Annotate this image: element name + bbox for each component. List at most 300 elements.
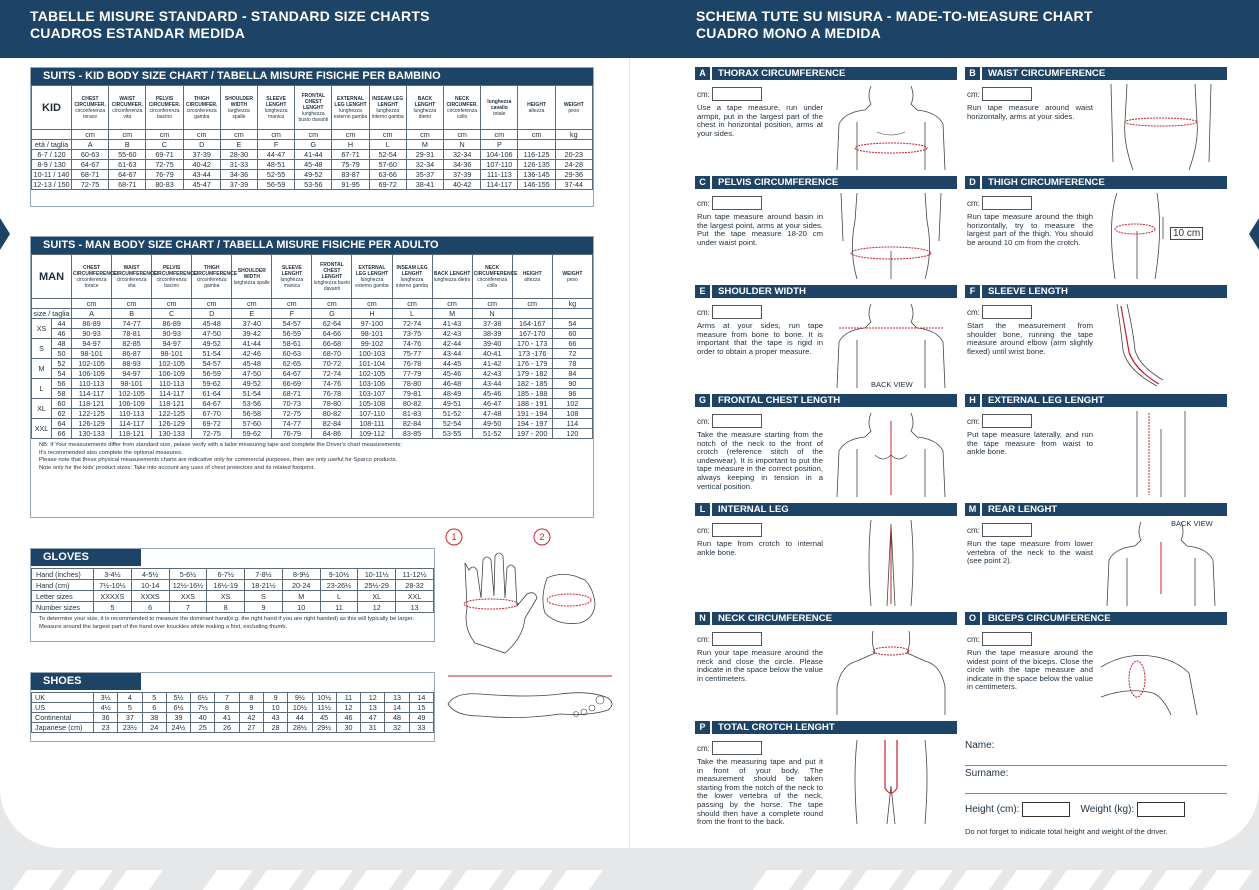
letter-label: size / taglia [32,309,72,319]
table-cell: 173 -176 [512,349,552,359]
table-cell: 28½ [288,723,312,733]
man-col-header: WAIST CIRCUMFERENCE circonferenza vita [112,255,152,299]
cm-label: cm: [967,416,980,426]
table-cell: 72-75 [146,160,183,170]
surname-field[interactable] [965,766,1227,794]
table-row [32,569,434,580]
letter-cell: N [472,309,512,319]
table-cell: 6-7½ [207,569,245,580]
table-cell: 197 - 200 [512,429,552,439]
letter-cell: A [72,140,109,150]
table-cell: 44-47 [258,150,295,160]
unit-cell: cm [444,130,481,140]
table-cell: 61-63 [109,160,146,170]
unit-cell: cm [512,299,552,309]
unit-cell: cm [352,299,392,309]
man-col-header: HEIGHT altezza [512,255,552,299]
unit-cell: cm [332,130,369,140]
table-cell: 5 [142,693,166,703]
table-cell: 82-85 [112,339,152,349]
table-cell: 26 [215,723,239,733]
right-title-line2: CUADRO MONO A MEDIDA [696,25,881,41]
table-cell: 36 [94,713,118,723]
row-label: Number sizes [32,602,94,613]
cm-input[interactable] [982,87,1032,101]
cm-input[interactable] [712,196,762,210]
table-cell: 40-42 [444,180,481,190]
table-cell: 49-52 [192,339,232,349]
cm-input[interactable] [712,632,762,646]
table-row [32,150,593,160]
table-cell: 9 [239,703,263,713]
card-description: Run the tape measure from lower vertebra of the neck to the waist (see point 2). [967,539,1093,566]
unit-cell: cm [220,130,257,140]
left-title [30,8,430,42]
table-cell: 39-42 [232,329,272,339]
table-cell: 7½ [191,703,215,713]
table-cell: 46 [52,329,72,339]
man-col-header: SLEEVE LENGHT lunghezza manica [272,255,312,299]
man-col-header: EXTERNAL LEG LENGHT lunghezza esterno gamba [352,255,392,299]
table-row [32,723,434,733]
cm-label: cm: [967,307,980,317]
table-cell: 3½ [94,693,118,703]
driver-fields [965,738,1227,836]
card-description: Put tape measure laterally, and run the tape measure from waist to ankle bone. [967,430,1093,457]
table-cell: 40 [191,713,215,723]
table-cell: 47-50 [232,369,272,379]
table-cell: 101-104 [352,359,392,369]
table-cell: 58-61 [272,339,312,349]
unit-cell: cm [472,299,512,309]
table-cell: 118-121 [112,429,152,439]
kid-chart-title: SUITS - KID BODY SIZE CHART / TABELLA MISURE FISICHE PER BAMBINO [31,68,593,85]
size-cell: XS [32,319,52,339]
table-cell: 74-76 [392,339,432,349]
table-cell: 88-93 [112,359,152,369]
table-row [32,591,434,602]
man-col-header: BACK LENGHT lunghezza dietro [432,255,472,299]
kid-col-header: WEIGHT peso [555,86,592,130]
table-cell: 77-79 [392,369,432,379]
table-row [32,602,434,613]
table-cell: 68-70 [312,349,352,359]
table-row [32,160,593,170]
card-title: REAR LENGHT [980,503,1227,516]
table-cell: 43-44 [432,349,472,359]
table-cell: 42-44 [432,339,472,349]
table-cell: 98-101 [112,379,152,389]
cm-label: cm: [697,416,710,426]
table-cell: 8-9 / 130 [32,160,72,170]
table-cell: 27 [239,723,263,733]
card-m [965,503,1227,608]
table-cell: 6½ [166,703,190,713]
unit-cell: cm [481,130,518,140]
table-cell: 28-30 [220,150,257,160]
row-label: Letter sizes [32,591,94,602]
table-row [32,180,593,190]
unit-cell: cm [272,299,312,309]
table-cell: 80-83 [146,180,183,190]
table-cell: 66 [552,339,592,349]
cm-input[interactable] [982,632,1032,646]
table-cell: 60-63 [72,150,109,160]
letter-cell: H [352,309,392,319]
table-cell: 10 [263,703,287,713]
unit-cell: kg [552,299,592,309]
card-title: EXTERNAL LEG LENGHT [980,394,1227,407]
table-cell: 6½ [191,693,215,703]
table-cell: 23½ [118,723,142,733]
table-cell: 109-112 [352,429,392,439]
letter-cell [555,140,592,150]
card-title: THORAX CIRCUMFERENCE [710,67,957,80]
table-row [32,339,593,349]
table-cell: 7 [169,602,207,613]
kid-col-header: FRONTAL CHEST LENGHT lunghezza busto davanti [295,86,332,130]
table-row [32,580,434,591]
table-cell: 53-56 [232,399,272,409]
table-cell: 45-46 [472,389,512,399]
card-letter: E [695,285,710,298]
table-cell: 56-58 [232,409,272,419]
card-letter: A [695,67,710,80]
card-figure [1097,409,1225,497]
table-cell: 37-44 [555,180,592,190]
cm-input[interactable] [712,87,762,101]
card-title: PELVIS CIRCUMFERENCE [710,176,957,189]
table-cell: 73-75 [392,329,432,339]
table-cell: 47-48 [472,409,512,419]
table-cell: 43-44 [472,379,512,389]
cm-input[interactable] [982,523,1032,537]
letter-cell: D [192,309,232,319]
table-cell: 12-13 / 150 [33,180,70,189]
table-cell: 8 [207,602,245,613]
table-cell: 49 [409,713,433,723]
table-cell: 48 [385,713,409,723]
table-cell: 48-49 [432,389,472,399]
table-cell: 106-109 [112,399,152,409]
table-cell: 29-36 [555,170,592,180]
table-cell: 110-113 [112,409,152,419]
card-title: WAIST CIRCUMFERENCE [980,67,1227,80]
table-cell: 35-37 [406,170,443,180]
figure-caption: BACK VIEW [871,380,913,389]
table-cell: 102-105 [112,389,152,399]
table-cell: 114 [552,419,592,429]
letter-cell: B [112,309,152,319]
table-row [32,429,593,439]
letter-cell: C [146,140,183,150]
man-col-header: CHEST CIRCUMFERENCE circonferenza torace [72,255,112,299]
table-cell: 67-71 [332,150,369,160]
cm-input[interactable] [712,523,762,537]
letter-cell [552,309,592,319]
table-cell: 76-79 [272,429,312,439]
table-cell: 55-60 [109,150,146,160]
shoes-table [31,692,434,733]
unit-cell: cm [295,130,332,140]
card-description: Use a tape measure, run under armpit, put in the largest part of the chest in horizontal position, arms at your sides. [697,103,823,138]
table-cell: 52 [52,359,72,369]
cm-input[interactable] [982,305,1032,319]
table-row [32,693,434,703]
card-f [965,285,1227,390]
man-table [31,254,593,439]
table-cell: 56-59 [272,329,312,339]
cm-label: cm: [967,89,980,99]
right-title [696,8,1093,42]
table-cell: 24 [142,723,166,733]
unit-cell: kg [555,130,592,140]
card-d [965,176,1227,281]
table-cell: 68-71 [72,170,109,180]
table-cell: 8 [239,693,263,703]
gloves-chart [30,548,435,642]
card-title: SLEEVE LENGTH [980,285,1227,298]
table-cell: 116-125 [518,150,555,160]
letter-label: età / taglia [32,140,72,150]
table-cell: 62-64 [312,319,352,329]
card-letter: N [695,612,710,625]
gloves-table [31,568,434,613]
table-cell: 179 - 182 [512,369,552,379]
table-cell: 41-42 [472,359,512,369]
kid-label: KID [32,86,72,130]
table-cell: 39 [166,713,190,723]
table-cell: 44 [52,319,72,329]
table-cell: 79-81 [392,389,432,399]
cm-label: cm: [697,89,710,99]
table-cell: 74-77 [272,419,312,429]
cm-input[interactable] [982,414,1032,428]
table-cell: 64-66 [312,329,352,339]
kid-col-header: BACK LENGHT lunghezza dietro [406,86,443,130]
kid-col-header: SLEEVE LENGHT lunghezza manica [258,86,295,130]
table-row [32,713,434,723]
table-cell: 68-71 [109,180,146,190]
table-cell: 24-28 [555,160,592,170]
table-cell: XXXXS [94,591,132,602]
note-line: Note only for the kids' product sizes: Take into account any uses of chest protectors and its related footprint. [39,464,315,471]
unit-cell: cm [232,299,272,309]
table-cell: 10-14 [131,580,169,591]
letter-cell: N [444,140,481,150]
table-cell: 62 [52,409,72,419]
table-cell: 122-125 [72,409,112,419]
table-cell: 48-51 [258,160,295,170]
table-cell: 9-10½ [320,569,358,580]
man-col-header: NECK CIRCUMFERENCE circonferenza collo [472,255,512,299]
table-cell: 29½ [312,723,336,733]
cm-label: cm: [697,525,710,535]
table-cell: 78 [552,359,592,369]
cm-input[interactable] [712,414,762,428]
table-cell: 49-52 [232,379,272,389]
letter-cell: E [220,140,257,150]
card-figure [827,300,955,388]
name-label: Name: [965,740,995,751]
table-cell: 5½ [166,693,190,703]
kid-col-header: NECK CIRCUMFER. circonferenza collo [444,86,481,130]
table-cell: 191 - 194 [512,409,552,419]
table-cell: 105-108 [352,399,392,409]
table-cell: 86-89 [152,319,192,329]
table-cell: 12 [361,693,385,703]
table-cell: 72-75 [72,180,109,190]
table-cell: 38 [142,713,166,723]
glove-mark-2: 2 [539,532,545,542]
table-cell: 15 [409,703,433,713]
card-description: Run tape measure around waist horizontally, arms at your sides. [967,103,1093,121]
table-cell: 90-93 [72,329,112,339]
left-title-line1: TABELLE MISURE STANDARD - STANDARD SIZE CHARTS [30,8,430,24]
table-cell: 49-52 [295,170,332,180]
card-description: Take the measure starting from the notch of the neck to the front of crotch (reference stitch of the underwear). It is important to put the tape measure in the correct position, always keeping in tension in a vertical position. [697,430,823,491]
table-cell: 72-75 [192,429,232,439]
weight-input[interactable] [1137,802,1185,817]
table-cell: 76-78 [392,359,432,369]
table-cell: 60 [552,329,592,339]
note-line: NB: If Your measurements differ from standard size, pelase verify with a tailor measuring tape and complete the Driver's chart measurements; [39,442,402,448]
table-cell: 53-55 [432,429,472,439]
glove-hand-figures [445,528,615,658]
table-cell: 100-103 [352,349,392,359]
card-letter: L [695,503,710,516]
man-label: MAN [32,255,72,299]
shoes-title: SHOES [31,673,141,690]
unit-cell: cm [72,130,109,140]
size-cell: L [32,379,52,399]
table-cell: 60 [52,399,72,409]
table-cell: 102 [552,399,592,409]
card-g [695,394,957,499]
table-cell: 42-43 [472,369,512,379]
table-cell: 25 [191,723,215,733]
table-cell: 74-77 [112,319,152,329]
man-notes [31,439,593,475]
row-label: Japanese (cm) [32,723,94,733]
table-cell: 103-107 [352,389,392,399]
table-cell: 47-50 [192,329,232,339]
letter-cell: G [295,140,332,150]
cm-input[interactable] [712,741,762,755]
table-cell: 136-145 [518,170,555,180]
table-cell: 126-129 [72,419,112,429]
cm-input[interactable] [982,196,1032,210]
table-cell: 61-64 [192,389,232,399]
surname-label: Surname: [965,768,1009,779]
card-p [695,721,957,826]
name-field[interactable] [965,738,1227,766]
table-cell: 70-72 [312,359,352,369]
unit-cell: cm [518,130,555,140]
table-cell: 25½-29 [358,580,396,591]
table-cell: 5 [118,703,142,713]
table-cell: 23-26½ [320,580,358,591]
letter-cell: C [152,309,192,319]
table-cell: 91-95 [332,180,369,190]
table-cell: 23 [94,723,118,733]
table-cell: 194 - 197 [512,419,552,429]
table-cell: 45-48 [295,160,332,170]
left-title-line2: CUADROS ESTANDAR MEDIDA [30,25,246,41]
table-cell: 47 [361,713,385,723]
table-cell: 66-68 [312,339,352,349]
table-cell: 34-36 [444,160,481,170]
card-description: Run your tape measure around the neck and close the circle. Please indicate in the space below the value in centimeters. [697,648,823,683]
table-cell: 56-59 [192,369,232,379]
table-cell: 37-39 [220,180,257,190]
table-cell: 32-34 [406,160,443,170]
man-size-chart [30,236,594,518]
unit-cell: cm [152,299,192,309]
table-cell: 38-39 [472,329,512,339]
card-figure [1097,191,1225,279]
table-cell: 10½ [312,693,336,703]
table-cell: 110-113 [72,379,112,389]
table-cell: 39-40 [472,339,512,349]
card-title: FRONTAL CHEST LENGTH [710,394,957,407]
table-cell: 67-70 [192,409,232,419]
table-cell: 28 [263,723,287,733]
letter-cell: L [392,309,432,319]
card-description: Arms at your sides, run tape measure from bone to bone. It is important that the tape is rigid in order to obtain a proper measure. [697,321,823,356]
card-h [965,394,1227,499]
table-cell: 64 [52,419,72,429]
table-cell: 20-23 [555,150,592,160]
table-cell: 103-106 [352,379,392,389]
card-l [695,503,957,608]
letter-cell: F [272,309,312,319]
table-cell: 10½ [288,703,312,713]
table-cell: 108 [552,409,592,419]
table-cell: 4-5½ [131,569,169,580]
table-cell: 14 [409,693,433,703]
table-cell: 51-52 [472,429,512,439]
table-cell: 104-106 [481,150,518,160]
cm-input[interactable] [712,305,762,319]
table-cell: 52-54 [432,419,472,429]
table-cell: 44-45 [432,359,472,369]
height-input[interactable] [1022,802,1070,817]
card-c [695,176,957,281]
unit-cell: cm [406,130,443,140]
man-col-header: WEIGHT peso [552,255,592,299]
table-cell: 81-83 [392,409,432,419]
table-cell: 108-111 [352,419,392,429]
table-cell: 58 [52,389,72,399]
table-cell: 45-47 [183,180,220,190]
shoes-chart [30,672,435,742]
table-cell: 54-57 [272,319,312,329]
table-cell: 106-109 [152,369,192,379]
unit-cell: cm [369,130,406,140]
table-cell: 13 [385,693,409,703]
letter-cell: H [332,140,369,150]
card-title: SHOULDER WIDTH [710,285,957,298]
table-cell: 18-21½ [245,580,283,591]
letter-cell: F [258,140,295,150]
letter-cell: L [369,140,406,150]
table-cell: 10-11½ [358,569,396,580]
note-line: Please note that these physical measurements charts are indicative only for commercial purposes, then are only useful for Sparco products. [39,457,398,463]
table-cell: 56-59 [258,180,295,190]
table-row [32,170,593,180]
table-cell: 41-44 [232,339,272,349]
